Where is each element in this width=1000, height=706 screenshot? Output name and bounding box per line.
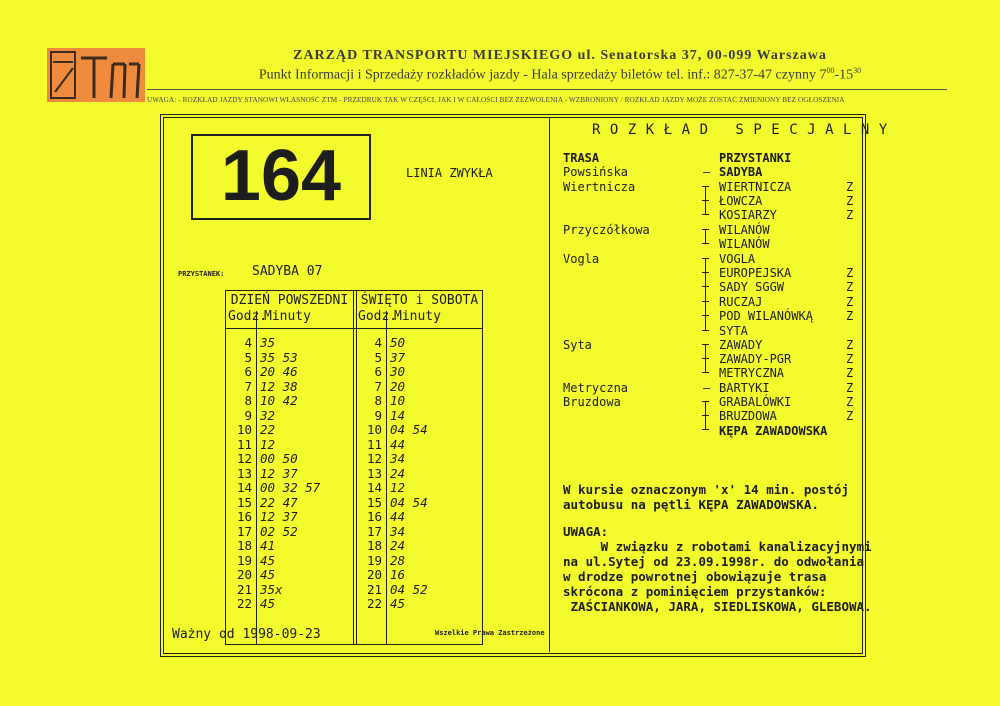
street: Bruzdowa <box>563 395 621 409</box>
stop-name: KĘPA ZAWADOWSKA <box>719 424 828 438</box>
holiday-hour: 5 <box>374 349 382 365</box>
header-info: Punkt Informacji i Sprzedaży rozkładów jazdy - Hala sprzedaży biletów tel. inf.: 827-37-47 czynny $7^{00}-15^{30}$ <box>258 66 862 83</box>
holiday-minutes: 10 <box>390 393 406 408</box>
route-tick <box>702 272 709 273</box>
route-tick <box>702 358 709 359</box>
weekday-hour: 22 <box>236 596 252 611</box>
route-tick <box>702 315 709 316</box>
weekday-hour: 9 <box>244 407 252 423</box>
holiday-hour: 15 <box>366 494 382 510</box>
stop-name: GRABALÓWKI <box>719 395 792 409</box>
holiday-minutes: 04 54 <box>390 494 428 510</box>
street: Wiertnicza <box>563 180 636 194</box>
stop-name: VOGLA <box>719 252 756 266</box>
weekday-hour: 5 <box>244 349 252 365</box>
on-request-marker: Z <box>846 180 854 194</box>
holiday-minutes: 34 <box>390 451 406 466</box>
street: Przyczółkowa <box>563 223 650 237</box>
holiday-minutes: 14 <box>390 407 406 423</box>
header-warning: UWAGA: - ROZKŁAD JAZDY STANOWI WŁASNOŚĆ ZTM - PRZEDRUK TAK W CZĘŚCI, JAK I W CAŁOŚCI BEZ ZEZWOLENIA - WZBRONIONY / ROZKŁAD JAZDY MOŻE ZOSTAĆ ZMIENIONY BEZ OGŁOSZENIA <box>147 96 845 104</box>
holiday-hour: 17 <box>366 523 382 539</box>
timetable-header-rule <box>226 328 482 329</box>
on-request-marker: Z <box>846 352 854 366</box>
weekday-hour: 20 <box>236 567 252 582</box>
holiday-hour: 9 <box>374 407 382 423</box>
holiday-hour: 19 <box>366 552 382 568</box>
weekday-minutes: 41 <box>260 538 276 553</box>
weekday-minutes-label: Minuty <box>264 309 311 324</box>
weekday-title: DZIEŃ POWSZEDNI <box>230 293 349 308</box>
stop-name: BRUZDOWA <box>719 409 777 423</box>
route-tick <box>702 186 709 187</box>
holiday-hour: 10 <box>366 422 382 437</box>
holiday-minutes: 45 <box>390 596 406 611</box>
weekday-minutes: 32 <box>260 407 276 423</box>
holiday-hour: 14 <box>366 480 382 495</box>
line-type: LINIA ZWYKŁA <box>406 166 493 180</box>
on-request-marker: Z <box>846 266 854 280</box>
weekday-minutes: 35 <box>260 335 276 350</box>
on-request-marker: Z <box>846 395 854 409</box>
rights-notice: Wszelkie Prawa Zastrzeżone <box>435 629 545 637</box>
on-request-marker: Z <box>846 381 854 395</box>
on-request-marker: Z <box>846 409 854 423</box>
holiday-minutes: 30 <box>390 364 406 379</box>
stop-name: SADYBA <box>719 165 763 179</box>
stops-heading: PRZYSTANKI <box>719 151 792 165</box>
weekday-hour: 15 <box>236 494 252 510</box>
holiday-hour: 8 <box>374 393 382 408</box>
weekday-minutes: 00 50 <box>260 451 298 466</box>
on-request-marker: Z <box>846 366 854 380</box>
stop-name: RUCZAJ <box>719 295 763 309</box>
route-tick <box>702 229 709 230</box>
holiday-minutes: 04 54 <box>390 422 428 437</box>
header-organization: ZARZĄD TRANSPORTU MIEJSKIEGO ul. Senatorska 37, 00-099 Warszawa <box>293 48 827 63</box>
weekday-minutes: 35 53 <box>260 349 298 365</box>
weekday-minutes: 00 32 57 <box>260 480 321 495</box>
weekday-hour: 18 <box>236 538 252 553</box>
holiday-minutes: 16 <box>390 567 406 582</box>
on-request-marker: Z <box>846 194 854 208</box>
street: Syta <box>563 338 592 352</box>
holiday-hours-label: Godz. <box>358 309 398 324</box>
route-heading: TRASA <box>563 151 600 165</box>
holiday-hour: 21 <box>366 581 382 597</box>
weekday-minutes: 35x <box>260 581 283 597</box>
holiday-hour: 18 <box>366 538 382 553</box>
weekday-minutes: 10 42 <box>260 393 298 408</box>
line-number-box <box>191 134 371 220</box>
route-tick <box>702 330 709 331</box>
weekday-minutes: 12 38 <box>260 378 298 394</box>
weekday-hour: 21 <box>236 581 252 597</box>
weekday-minutes: 45 <box>260 596 276 611</box>
weekday-minutes: 12 <box>260 436 276 452</box>
weekday-hours-label: Godz. <box>228 309 268 324</box>
holiday-minutes: 04 52 <box>390 581 428 597</box>
stop-name: ZAWADY <box>719 338 763 352</box>
holiday-hour: 20 <box>366 567 382 582</box>
timetable-divider <box>353 291 354 644</box>
holiday-hour: 13 <box>366 465 382 481</box>
weekday-minutes: 20 46 <box>260 364 298 379</box>
weekday-hour: 10 <box>236 422 252 437</box>
holiday-hour: 22 <box>366 596 382 611</box>
stop-name: WIERTNICZA <box>719 180 792 194</box>
on-request-marker: Z <box>846 295 854 309</box>
stop-name: EUROPEJSKA <box>719 266 792 280</box>
route-bracket <box>705 229 706 243</box>
route-tick <box>702 344 709 345</box>
route-tick <box>702 301 709 302</box>
on-request-marker: Z <box>846 280 854 294</box>
route-tick <box>702 200 709 201</box>
note-body: W związku z robotami kanalizacyjnymi na ul.Sytej od 23.09.1998r. do odwołania w drodze powrotnej obowiązuje trasa skrócona z pominięciem przystanków: ZAŚCIANKOWA, JARA, SIEDLISKOWA, GLEBOWA. <box>563 539 872 614</box>
holiday-hour: 6 <box>374 364 382 379</box>
holiday-minutes: 20 <box>390 378 406 394</box>
route-tick <box>702 372 709 373</box>
line-number: 164 <box>220 136 342 216</box>
stop-name: ZAWADY-PGR <box>719 352 792 366</box>
stop-name: BARTYKI <box>719 381 770 395</box>
holiday-hour: 4 <box>374 335 382 350</box>
stop-name: SADYBA 07 <box>252 264 323 279</box>
route-tick <box>702 401 709 402</box>
weekday-hour: 11 <box>236 436 252 452</box>
holiday-minutes: 24 <box>390 538 406 553</box>
ztm-logo <box>47 48 145 102</box>
timetable-divider <box>356 291 357 644</box>
route-tick <box>702 429 709 430</box>
route-dash: – <box>703 165 711 179</box>
stop-name: METRYCZNA <box>719 366 785 380</box>
holiday-hour: 11 <box>366 436 382 452</box>
weekday-minutes: 45 <box>260 567 276 582</box>
stop-name: POD WILANÓWKĄ <box>719 309 813 323</box>
stop-name: SADY SGGW <box>719 280 785 294</box>
route-dash: – <box>703 381 711 395</box>
holiday-hour: 16 <box>366 509 382 524</box>
hour-divider-holiday <box>386 311 387 644</box>
holiday-minutes: 50 <box>390 335 406 350</box>
holiday-minutes: 44 <box>390 436 406 452</box>
stop-name: ŁOWCZA <box>719 194 763 208</box>
weekday-minutes: 02 52 <box>260 523 298 539</box>
weekday-minutes: 12 37 <box>260 465 298 481</box>
weekday-minutes: 45 <box>260 552 276 568</box>
weekday-hour: 8 <box>244 393 252 408</box>
weekday-minutes: 22 <box>260 422 276 437</box>
on-request-marker: Z <box>846 309 854 323</box>
route-tick <box>702 286 709 287</box>
weekday-minutes: 12 37 <box>260 509 298 524</box>
holiday-minutes: 37 <box>390 349 406 365</box>
holiday-minutes: 12 <box>390 480 406 495</box>
on-request-marker: Z <box>846 338 854 352</box>
stop-name: KOSIARZY <box>719 208 777 222</box>
weekday-hour: 4 <box>244 335 252 350</box>
weekday-hour: 12 <box>236 451 252 466</box>
stop-name: WILANÓW <box>719 223 770 237</box>
note-title: UWAGA: <box>563 524 609 539</box>
timetable <box>225 290 483 645</box>
street: Metryczna <box>563 381 629 395</box>
holiday-hour: 12 <box>366 451 382 466</box>
holiday-title: ŚWIĘTO i SOBOTA <box>360 293 479 308</box>
route-tick <box>702 243 709 244</box>
route-tick <box>702 415 709 416</box>
weekday-hour: 14 <box>236 480 252 495</box>
street: Powsińska <box>563 165 629 179</box>
stop-label: PRZYSTANEK: <box>178 270 225 278</box>
street: Vogla <box>563 252 600 266</box>
weekday-hour: 7 <box>244 378 252 394</box>
stop-name: SYTA <box>719 324 748 338</box>
weekday-hour: 17 <box>236 523 252 539</box>
weekday-hour: 16 <box>236 509 252 524</box>
weekday-hour: 13 <box>236 465 252 481</box>
holiday-minutes-label: Minuty <box>394 309 441 324</box>
weekday-minutes: 22 47 <box>260 494 298 510</box>
holiday-minutes: 34 <box>390 523 406 539</box>
on-request-marker: Z <box>846 208 854 222</box>
holiday-minutes: 44 <box>390 509 406 524</box>
route-bracket <box>705 258 706 330</box>
holiday-minutes: 28 <box>390 552 406 568</box>
header-rule <box>147 89 947 90</box>
panel-divider <box>549 117 550 652</box>
stop-name: WILANÓW <box>719 237 770 251</box>
special-title: ROZKŁAD SPECJALNY <box>592 122 897 138</box>
route-tick <box>702 214 709 215</box>
weekday-hour: 19 <box>236 552 252 568</box>
hour-divider-weekday <box>256 311 257 644</box>
holiday-minutes: 24 <box>390 465 406 481</box>
weekday-hour: 6 <box>244 364 252 379</box>
holiday-hour: 7 <box>374 378 382 394</box>
route-tick <box>702 258 709 259</box>
note-x: W kursie oznaczonym 'x' 14 min. postój autobusu na pętli KĘPA ZAWADOWSKA. <box>563 482 849 512</box>
valid-from: Ważny od 1998-09-23 <box>172 627 321 642</box>
